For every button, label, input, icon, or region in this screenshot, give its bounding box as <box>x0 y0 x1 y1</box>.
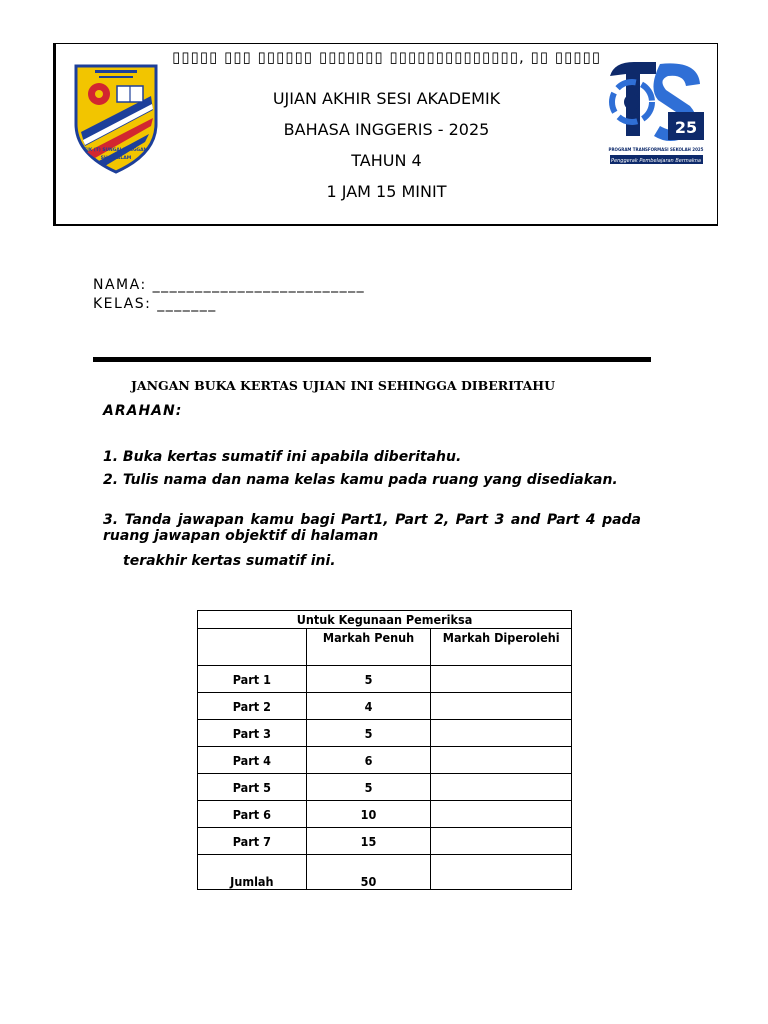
ts-logo-tagline: Penggerak Pembelajaran Bermakna <box>611 158 701 164</box>
part-obtained-marks <box>431 801 572 828</box>
crest-text-bottom: SHAN ALAM <box>100 156 132 161</box>
instruction-item-3: 3. Tanda jawapan kamu bagi Part1, Part 2, Part 3 and Part 4 pada ruang jawapan objektif di halaman <box>103 512 641 544</box>
school-name: ▯▯▯▯▯ ▯▯▯ ▯▯▯▯▯▯ ▯▯▯▯▯▯▯ ▯▯▯▯▯▯▯▯▯▯▯▯▯▯, ▯▯ ▯▯▯▯▯ <box>171 48 602 66</box>
exam-header <box>53 43 718 226</box>
part-obtained-marks <box>431 828 572 855</box>
table-row <box>198 747 572 774</box>
part-full-marks: 4 <box>306 693 431 720</box>
part-label: Part 1 <box>198 666 307 693</box>
part-label: Part 6 <box>198 801 307 828</box>
part-full-marks: 15 <box>306 828 431 855</box>
instruction-item-2: 2. Tulis nama dan nama kelas kamu pada ruang yang disediakan. <box>103 472 618 488</box>
part-full-marks: 5 <box>306 666 431 693</box>
crest-text-top: SJK (T) SUNGAI RENGGAM <box>84 148 148 153</box>
total-row <box>198 855 572 890</box>
exam-warning: JANGAN BUKA KERTAS UJIAN INI SEHINGGA DIBERITAHU <box>130 378 555 393</box>
part-full-marks: 5 <box>306 720 431 747</box>
part-obtained-marks <box>431 747 572 774</box>
part-label: Part 5 <box>198 774 307 801</box>
table-row <box>198 828 572 855</box>
part-obtained-marks <box>431 720 572 747</box>
part-label: Part 2 <box>198 693 307 720</box>
part-label: Part 3 <box>198 720 307 747</box>
exam-title: UJIAN AKHIR SESI AKADEMIK <box>272 89 501 108</box>
table-row <box>198 774 572 801</box>
part-label: Part 4 <box>198 747 307 774</box>
ts-logo-number: 25 <box>674 118 698 137</box>
part-full-marks: 5 <box>306 774 431 801</box>
ts-logo-caption: PROGRAM TRANSFORMASI SEKOLAH 2025 <box>608 147 704 152</box>
total-obtained-marks <box>431 855 572 890</box>
exam-duration: 1 JAM 15 MINIT <box>326 182 447 201</box>
student-name-field: NAMA: _________________________ <box>93 277 366 293</box>
part-full-marks: 10 <box>306 801 431 828</box>
instructions-title: ARAHAN: <box>103 403 183 419</box>
instruction-item-1: 1. Buka kertas sumatif ini apabila diberitahu. <box>103 449 462 465</box>
marks-header-blank <box>198 629 307 666</box>
marks-table-title: Untuk Kegunaan Pemeriksa <box>198 611 572 629</box>
table-row <box>198 801 572 828</box>
total-label: Jumlah <box>198 855 307 890</box>
marks-header-obtained: Markah Diperolehi <box>431 629 572 666</box>
ts25-program-logo <box>604 56 709 168</box>
student-class-field: KELAS: _______ <box>93 296 217 312</box>
part-obtained-marks <box>431 666 572 693</box>
instruction-item-3-continued: terakhir kertas sumatif ini. <box>123 553 336 569</box>
table-row <box>198 693 572 720</box>
divider-rule <box>93 357 651 362</box>
table-row <box>198 720 572 747</box>
table-row <box>198 666 572 693</box>
exam-subject: BAHASA INGGERIS - 2025 <box>283 120 490 139</box>
part-full-marks: 6 <box>306 747 431 774</box>
exam-year: TAHUN 4 <box>351 151 422 170</box>
part-obtained-marks <box>431 693 572 720</box>
total-full-marks: 50 <box>306 855 431 890</box>
marks-header-full: Markah Penuh <box>306 629 431 666</box>
examiner-marks-table <box>197 610 572 890</box>
part-label: Part 7 <box>198 828 307 855</box>
part-obtained-marks <box>431 774 572 801</box>
